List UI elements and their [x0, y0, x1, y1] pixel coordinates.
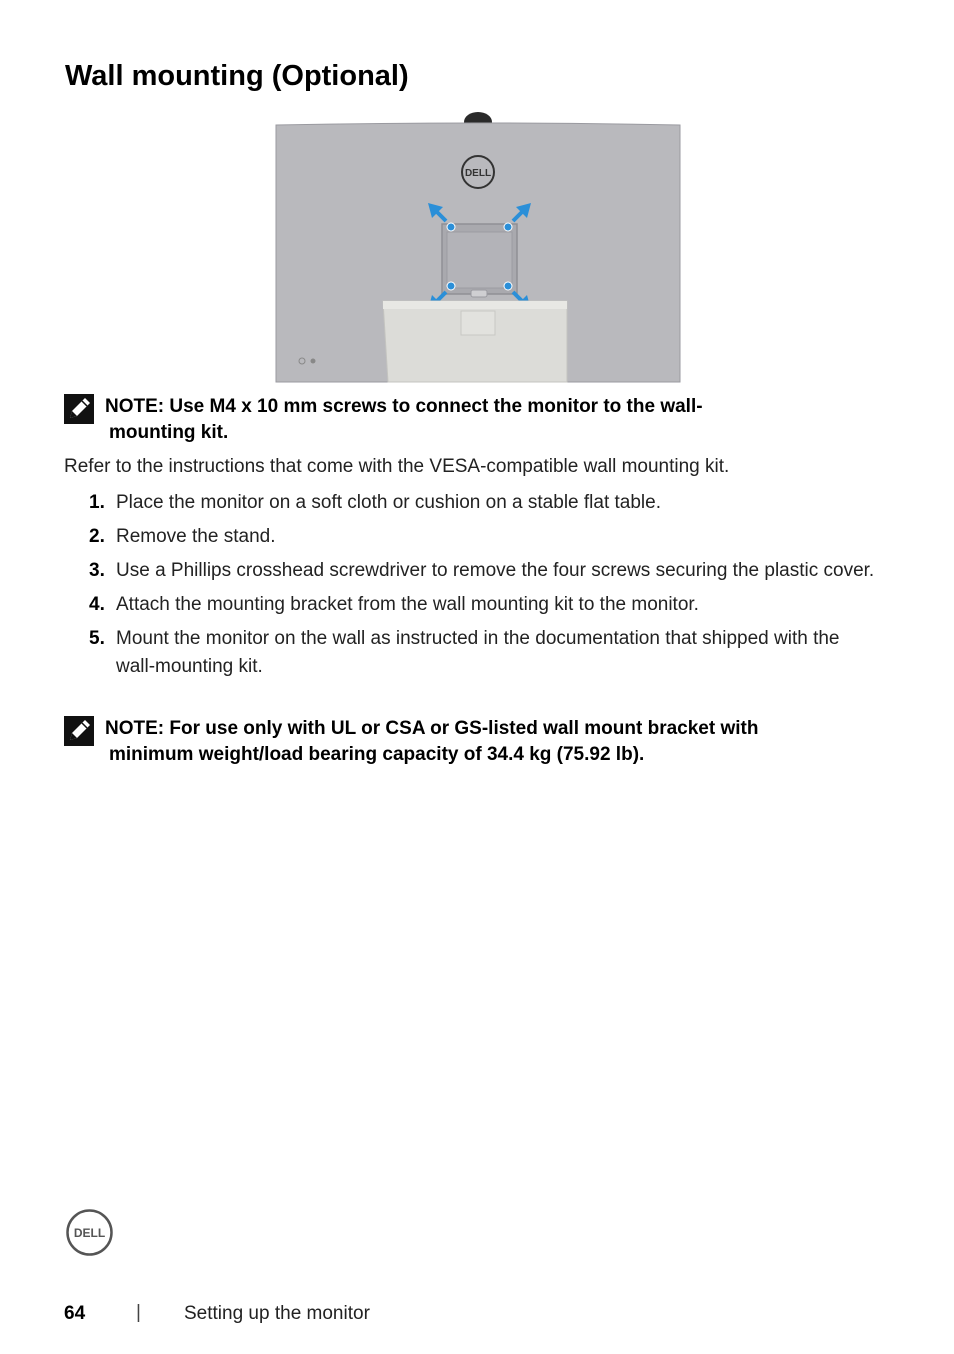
note-line: NOTE: For use only with UL or CSA or GS-listed wall mount bracket with	[105, 718, 759, 739]
step-text: Place the monitor on a soft cloth or cushion on a stable flat table.	[116, 492, 661, 513]
step-number: 2.	[89, 526, 105, 547]
step-text: Attach the mounting bracket from the wall mounting kit to the monitor.	[116, 594, 699, 615]
step-text: Mount the monitor on the wall as instructed in the documentation that shipped with the wall-mounting kit.	[116, 628, 840, 677]
list-item	[88, 591, 878, 619]
steps-list	[88, 489, 878, 687]
section-name: Setting up the monitor	[184, 1303, 370, 1324]
logo-text: DELL	[73, 1226, 106, 1240]
page-number: 64	[64, 1303, 86, 1324]
note-pencil-icon	[64, 716, 94, 746]
list-item	[88, 625, 878, 681]
footer-separator: |	[136, 1302, 141, 1323]
note-line: mounting kit.	[109, 422, 229, 443]
note-bracket	[64, 716, 884, 772]
dell-footer-logo-icon	[65, 1208, 114, 1257]
page-title: Wall mounting (Optional)	[65, 60, 409, 92]
list-item	[88, 557, 878, 585]
note-line: NOTE: Use M4 x 10 mm screws to connect the monitor to the wall-	[105, 396, 703, 417]
list-item	[88, 489, 878, 517]
step-number: 1.	[89, 492, 105, 513]
step-text: Use a Phillips crosshead screwdriver to remove the four screws securing the plastic cover.	[116, 560, 875, 581]
step-number: 4.	[89, 594, 105, 615]
note-pencil-icon	[64, 394, 94, 424]
step-text: Remove the stand.	[116, 526, 276, 547]
step-number: 5.	[89, 628, 105, 649]
monitor-rear-illustration	[275, 108, 681, 384]
intro-paragraph: Refer to the instructions that come with the VESA-compatible wall mounting kit.	[64, 456, 730, 477]
logo-text: DELL	[464, 168, 492, 179]
step-number: 3.	[89, 560, 105, 581]
note-line: minimum weight/load bearing capacity of 34.4 kg (75.92 lb).	[109, 744, 645, 765]
list-item	[88, 523, 878, 551]
note-screws	[64, 394, 884, 450]
